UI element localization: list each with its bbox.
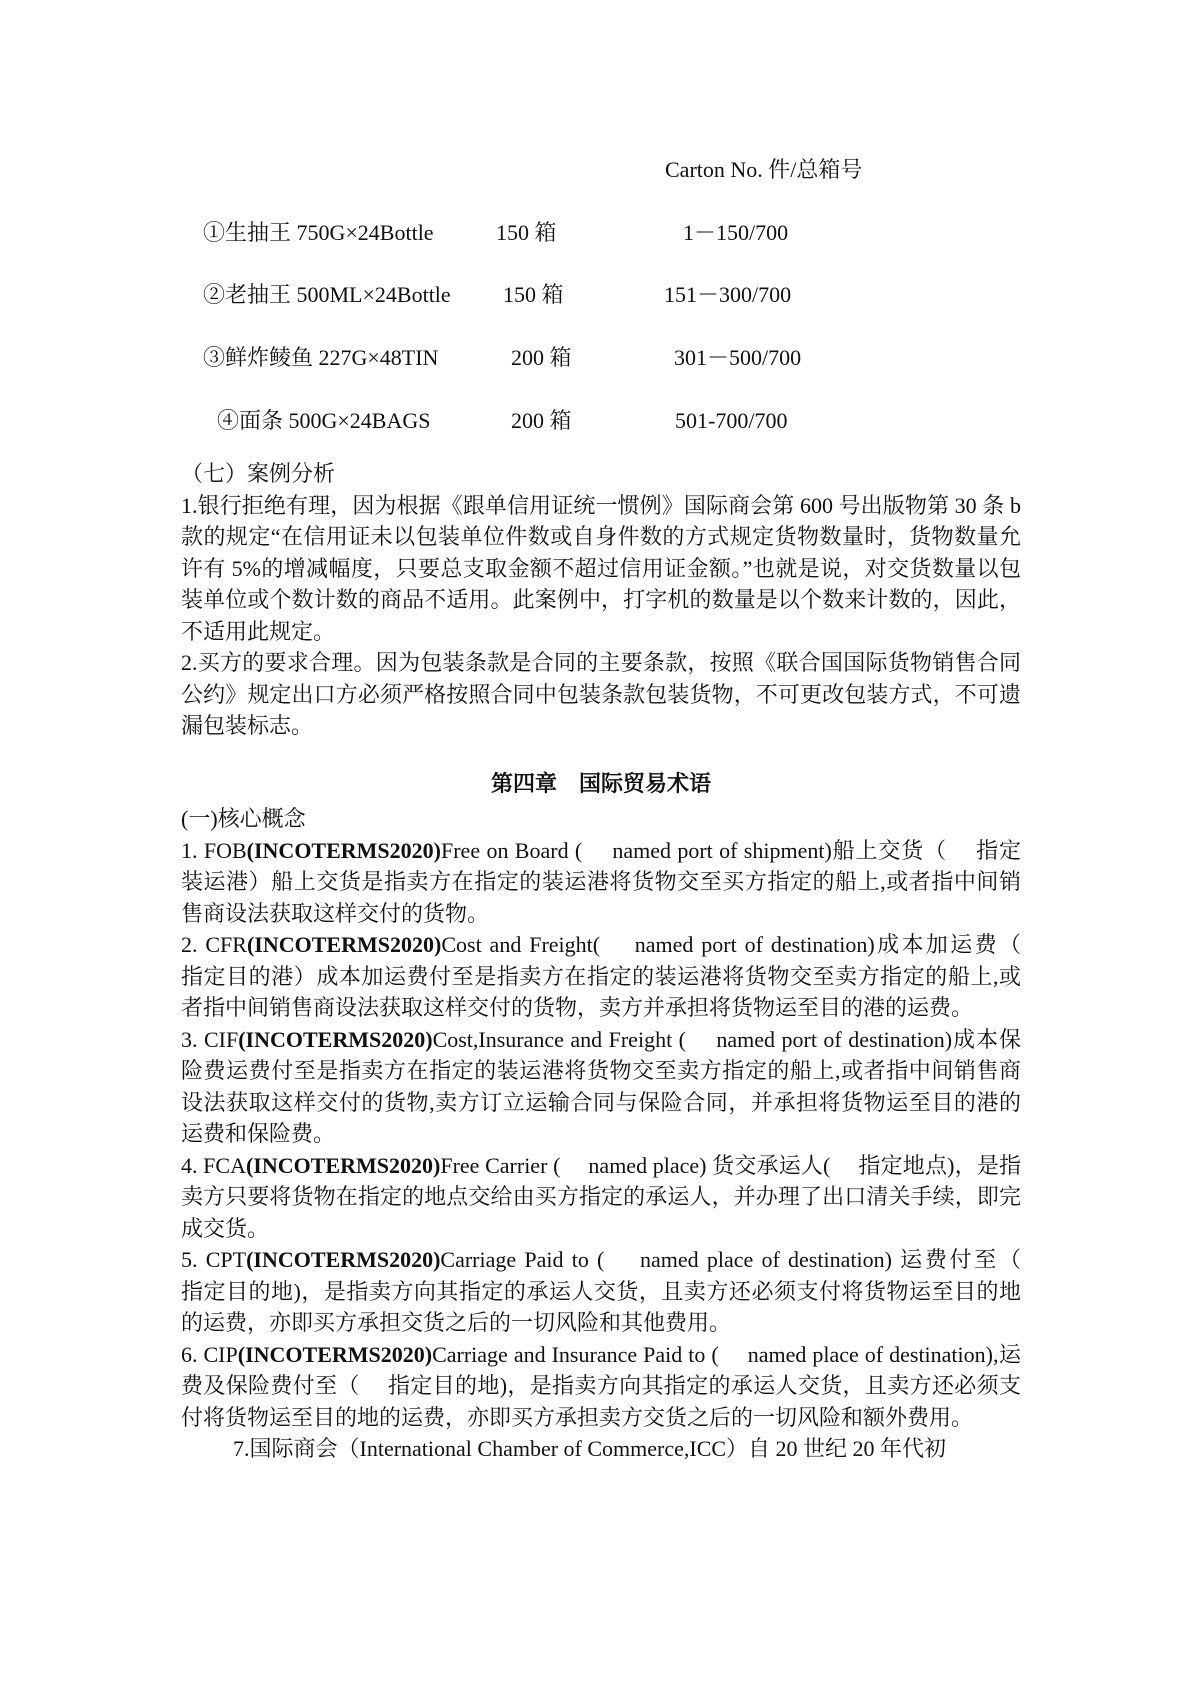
term-paragraph: [181, 1339, 1021, 1434]
chapter-subtitle: (一)核心概念: [181, 806, 306, 831]
term-text: Carriage and Insurance Paid to ( named place of destination),运费及保险费付至（ 指定目的地)，是指卖方向其指定的承运人交货，且卖方还必须支付将货物运至目的地的运费，亦即买方承担卖方交货之后的一切风险和额外费用。: [181, 1341, 1021, 1430]
packing-item: ②老抽王 500ML×24Bottle: [203, 282, 451, 307]
packing-item: ①生抽王 750G×24Bottle: [203, 220, 434, 245]
term-tag: (INCOTERMS2020): [246, 1247, 441, 1272]
case-paragraph-2: 2.买方的要求合理。因为包装条款是合同的主要条款，按照《联合国国际货物销售合同公约》规定出口方必须严格按照合同中包装条款包装货物，不可更改包装方式，不可遗漏包装标志。: [181, 650, 1021, 738]
term-paragraph: [181, 1244, 1049, 1339]
term-number: 2. CFR: [181, 932, 247, 957]
term-text: Cost,Insurance and Freight ( named port of destination)成本保险费运费付至是指卖方在指定的装运港将货物交至卖方指定的船上,或者指中间销售商设法获取这样交付的货物,卖方订立运输合同与保险合同，并承担将货物运至目的港的运费和保险费。: [181, 1026, 1021, 1146]
body-text: [181, 458, 1049, 1465]
term-text: Cost and Freight( named port of destination)成本加运费（ 指定目的港）成本加运费付至是指卖方在指定的装运港将货物交至卖方指定的船上,或者指中间销售商设法获取这样交付的货物，卖方并承担将货物运至目的港的运费。: [181, 932, 1049, 1020]
term-number: 3. CIF: [181, 1026, 239, 1052]
term-number: 6. CIP: [181, 1341, 238, 1367]
carton-header: Carton No. 件/总箱号: [665, 157, 863, 182]
term-text: Free Carrier ( named place) 货交承运人( 指定地点)，是指卖方只要将货物在指定的地点交给由买方指定的承运人，并办理了出口清关手续，即完成交货。: [181, 1152, 1021, 1241]
paragraph-7: 7.国际商会（International Chamber of Commerce,ICC）自 20 世纪 20 年代初: [233, 1436, 947, 1461]
case-section-title: （七）案例分析: [181, 461, 336, 486]
packing-item: ④面条 500G×24BAGS: [217, 408, 431, 433]
term-tag: (INCOTERMS2020): [238, 1026, 433, 1052]
packing-qty: 200 箱: [511, 345, 572, 370]
packing-carton: 501-700/700: [675, 408, 788, 433]
term-tag: (INCOTERMS2020): [237, 1341, 433, 1367]
packing-carton: 1－150/700: [683, 220, 789, 245]
packing-carton: 151－300/700: [664, 282, 792, 307]
term-paragraph: [181, 835, 1021, 930]
term-number: 4. FCA: [181, 1152, 246, 1178]
case-paragraph-1: 1.银行拒绝有理，因为根据《跟单信用证统一惯例》国际商会第 600 号出版物第 30 条 b 款的规定“在信用证未以包装单位件数或自身件数的方式规定货物数量时，货物数量允许有 5%的增减幅度，只要总支取金额不超过信用证金额。”也就是说，对交货数量以包装单位或个数计数的商品不适用。此案例中，打字机的数量是以个数来计数的，因此，不适用此规定。: [181, 492, 1021, 644]
term-text: Carriage Paid to ( named place of destination) 运费付至（ 指定目的地)，是指卖方向其指定的承运人交货，且卖方还必须支付将货物运至目的地的运费，亦即买方承担交货之后的一切风险和其他费用。: [181, 1247, 1049, 1335]
term-tag: (INCOTERMS2020): [246, 837, 441, 863]
chapter-title: 第四章 国际贸易术语: [490, 770, 711, 796]
term-paragraph: [181, 1150, 1021, 1245]
term-text: Free on Board ( named port of shipment)船上交货（ 指定装运港）船上交货是指卖方在指定的装运港将货物交至买方指定的船上,或者指中间销售商设法获取这样交付的货物。: [181, 837, 1022, 926]
term-tag: (INCOTERMS2020): [245, 1152, 441, 1178]
term-tag: (INCOTERMS2020): [246, 932, 442, 957]
term-number: 5. CPT: [181, 1247, 247, 1272]
packing-item: ③鲜炸鲮鱼 227G×48TIN: [203, 345, 439, 370]
packing-qty: 200 箱: [511, 408, 572, 433]
packing-qty: 150 箱: [503, 282, 564, 307]
term-paragraph: [181, 1024, 1021, 1150]
packing-carton: 301－500/700: [674, 345, 802, 370]
packing-qty: 150 箱: [496, 220, 557, 245]
term-number: 1. FOB: [181, 837, 247, 863]
term-paragraph: [181, 929, 1049, 1024]
